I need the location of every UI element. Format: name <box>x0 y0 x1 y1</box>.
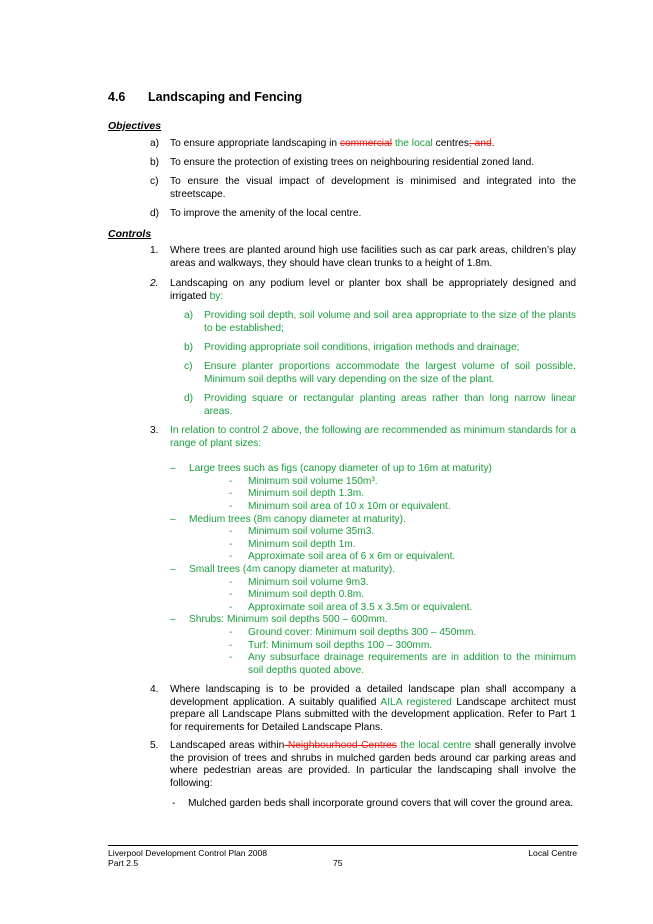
control-2c: Ensure planter proportions accommodate the largest volume of soil possible. Minimum soil depths will vary depending on the size of the plant. <box>204 361 576 385</box>
plant-requirement: Approximate soil area of 3.5 x 3.5m or equivalent. <box>248 602 473 613</box>
control-marker: 1. <box>150 245 159 256</box>
plant-sub-marker: - <box>229 526 233 537</box>
section-number: 4.6 <box>108 90 126 104</box>
plant-requirement: Minimum soil volume 9m3. <box>248 577 369 588</box>
footer-page-number: 75 <box>333 858 343 868</box>
plant-requirement: Any subsurface drainage requirements are in addition to the minimum soil depths quoted above. <box>248 652 576 676</box>
control-5: Landscaped areas within Neighbourhood Centres the local centre shall generally involve the provision of trees and shrubs in mulched garden beds around car parking areas and where pedestrian areas are provided. In particular the landscaping shall involve the following: <box>170 740 576 789</box>
footer-part: Part 2.5 <box>108 858 139 868</box>
plant-sub-marker: - <box>229 488 233 499</box>
control-marker: 3. <box>150 425 159 436</box>
plant-requirement: Ground cover: Minimum soil depths 300 – 450mm. <box>248 627 477 638</box>
plant-size-medium: Medium trees (8m canopy diameter at maturity). <box>189 514 406 525</box>
objective-c: To ensure the visual impact of development is minimised and integrated into the streetscape. <box>170 176 576 200</box>
plant-size-large: Large trees such as figs (canopy diameter of up to 16m at maturity) <box>189 463 492 474</box>
plant-requirement: Minimum soil depth 0.8m. <box>248 589 365 600</box>
objective-marker: b) <box>150 157 160 168</box>
plant-sub-marker: - <box>229 589 233 600</box>
control-5-bullet-marker: - <box>172 798 176 809</box>
objective-d: To improve the amenity of the local centre. <box>170 208 362 219</box>
plant-sub-marker: - <box>229 627 233 638</box>
control-1: Where trees are planted around high use facilities such as car park areas, children’s play areas and walkways, they should have clean trunks to a height of 1.8m. <box>170 245 576 269</box>
plant-sub-marker: - <box>229 501 233 512</box>
objective-marker: c) <box>150 176 159 187</box>
control-2d: Providing square or rectangular planting areas rather than long narrow linear areas. <box>204 393 576 417</box>
plant-marker: – <box>170 564 176 575</box>
plant-size-small: Small trees (4m canopy diameter at maturity). <box>189 564 396 575</box>
plant-requirement: Minimum soil depth 1m. <box>248 539 356 550</box>
objective-marker: a) <box>150 138 160 149</box>
control-2-marker: c) <box>184 361 193 372</box>
objective-b: To ensure the protection of existing trees on neighbouring residential zoned land. <box>170 157 535 168</box>
plant-marker: – <box>170 463 176 474</box>
plant-sub-marker: - <box>229 539 233 550</box>
plant-requirement: Minimum soil volume 35m3. <box>248 526 375 537</box>
objectives-heading: Objectives <box>108 120 162 132</box>
objective-a: To ensure appropriate landscaping in commercial the local centres; and. <box>170 138 495 149</box>
control-5-bullet: Mulched garden beds shall incorporate ground covers that will cover the ground area. <box>188 798 574 809</box>
objective-marker: d) <box>150 208 160 219</box>
plant-requirement: Turf: Minimum soil depths 100 – 300mm. <box>248 640 433 651</box>
section-heading <box>108 90 302 104</box>
plant-marker: – <box>170 514 176 525</box>
control-marker: 2. <box>150 278 159 289</box>
plant-sub-marker: - <box>229 602 233 613</box>
plant-requirement: Minimum soil volume 150m³. <box>248 476 378 487</box>
footer-rule <box>108 845 578 846</box>
plant-size-shrubs: Shrubs: Minimum soil depths 500 – 600mm. <box>189 614 388 625</box>
control-marker: 4. <box>150 684 159 695</box>
control-marker: 5. <box>150 740 159 751</box>
plant-marker: – <box>170 614 176 625</box>
control-2b: Providing appropriate soil conditions, irrigation methods and drainage; <box>204 342 520 353</box>
control-3: In relation to control 2 above, the following are recommended as minimum standards for a range of plant sizes: <box>170 425 576 449</box>
control-4: Where landscaping is to be provided a detailed landscape plan shall accompany a development application. A suitably qualified AILA registered Landscape architect must prepare all Landscape Plans submitted with the development application. Refer to Part 1 for requirements for Detailed Landscape Plans. <box>170 684 577 733</box>
plant-sub-marker: - <box>229 577 233 588</box>
plant-sub-marker: - <box>229 652 233 663</box>
plant-sub-marker: - <box>229 551 233 562</box>
plant-requirement: Minimum soil area of 10 x 10m or equivalent. <box>248 501 451 512</box>
plant-requirement: Minimum soil depth 1.3m. <box>248 488 365 499</box>
footer-section: Local Centre <box>528 848 577 858</box>
control-2-marker: b) <box>184 342 194 353</box>
control-2a: Providing soil depth, soil volume and soil area appropriate to the size of the plants to be established; <box>204 310 576 334</box>
plant-requirement: Approximate soil area of 6 x 6m or equivalent. <box>248 551 456 562</box>
control-2: Landscaping on any podium level or planter box shall be appropriately designed and irrigated by: <box>170 278 576 302</box>
plant-sub-marker: - <box>229 640 233 651</box>
controls-heading: Controls <box>108 228 152 240</box>
footer-document-title: Liverpool Development Control Plan 2008 <box>108 848 268 858</box>
control-2-marker: a) <box>184 310 194 321</box>
plant-sub-marker: - <box>229 476 233 487</box>
control-2-marker: d) <box>184 393 194 404</box>
section-title: Landscaping and Fencing <box>148 90 303 104</box>
